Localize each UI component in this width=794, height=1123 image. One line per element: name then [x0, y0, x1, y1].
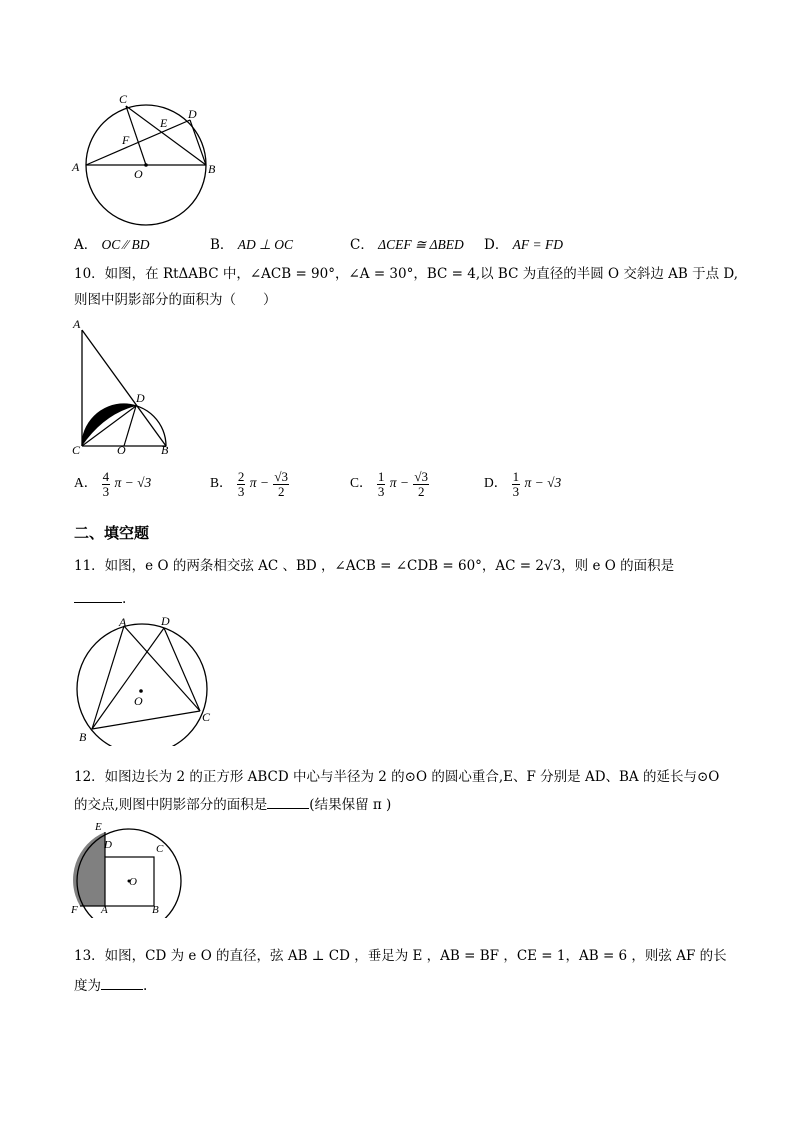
q11-figure — [72, 616, 217, 746]
q9-option-d-key: D． — [484, 237, 509, 253]
q9-option-a-key: A． — [74, 237, 98, 253]
q10-option-c-num2: √3 — [414, 469, 429, 484]
q12-label-A: A — [101, 904, 108, 916]
q12-label-D: D — [104, 839, 112, 851]
q10-label-C: C — [72, 443, 81, 457]
q10-option-b-num2: √3 — [274, 469, 289, 484]
q9-label-E: E — [160, 116, 168, 130]
q10-option-d-tail: π − √3 — [524, 475, 562, 491]
q10-option-c-den: 3 — [377, 483, 385, 499]
q13-answer-blank[interactable] — [101, 977, 143, 990]
q10-line2: 则图中阴影部分的面积为（ ） — [74, 292, 277, 308]
q10-option-b-key: B． — [210, 475, 233, 491]
q10-option-b-tail: π − — [249, 475, 270, 491]
q10-option-c-num: 1 — [377, 469, 385, 484]
q9-label-O: O — [134, 167, 143, 181]
q10-figure — [70, 318, 180, 458]
q12-line2-start: 的交点,则图中阴影部分的面积是 — [74, 797, 268, 813]
q13-line2-end: . — [143, 978, 148, 994]
q12-label-F: F — [71, 904, 78, 916]
q10-option-c-den2: 2 — [417, 483, 425, 499]
q11-line2 — [74, 590, 126, 607]
q13-line2-start: 度为 — [74, 978, 101, 994]
q11-label-D: D — [161, 614, 170, 628]
q9-option-b — [210, 237, 293, 253]
q9-label-D: D — [188, 107, 197, 121]
q9-option-a-text: OC ∕∕ BD — [101, 237, 150, 252]
section-title-fill-in: 二、填空题 — [74, 524, 150, 542]
q12-label-E: E — [95, 821, 102, 833]
q9-option-c — [350, 237, 464, 253]
q9-option-d — [484, 237, 563, 253]
q10-label-D: D — [136, 391, 145, 405]
q11-answer-blank[interactable] — [74, 590, 122, 603]
q10-label-B: B — [161, 443, 169, 457]
q10-option-d — [484, 470, 561, 498]
q10-option-d-key: D． — [484, 475, 508, 491]
q9-figure — [68, 90, 228, 228]
q12-label-C: C — [156, 843, 164, 855]
q10-option-d-num: 1 — [512, 469, 520, 484]
q11-line2-end: . — [122, 591, 127, 607]
q11-label-O: O — [134, 694, 143, 708]
q12-label-O: O — [129, 876, 137, 888]
q12-label-B: B — [152, 904, 159, 916]
q12-figure — [72, 820, 187, 918]
q9-option-d-text: AF = FD — [512, 237, 563, 252]
q12-line2-end: (结果保留 π ) — [309, 797, 392, 813]
q12-line2 — [74, 796, 391, 813]
q9-option-c-text: ΔCEF ≅ ΔBED — [378, 237, 464, 252]
q10-option-a-tail: π − √3 — [114, 475, 152, 491]
q10-label-O: O — [117, 443, 126, 457]
q12-answer-blank[interactable] — [267, 796, 309, 809]
q9-label-F: F — [122, 133, 130, 147]
q9-option-b-text: AD ⊥ OC — [237, 237, 293, 252]
q10-label-A: A — [73, 317, 81, 331]
q13-line1: 13．如图，CD 为 e O 的直径，弦 AB ⊥ CD ，垂足为 E ，AB = BF ，CE = 1，AB = 6 ，则弦 AF 的长 — [74, 948, 727, 964]
q11-label-A: A — [119, 615, 127, 629]
q9-option-a — [74, 237, 150, 253]
q10-option-b-den2: 2 — [277, 483, 285, 499]
q10-option-c-key: C． — [350, 475, 373, 491]
q10-option-b-den: 3 — [237, 483, 245, 499]
q11-label-C: C — [202, 710, 211, 724]
q10-option-a-den: 3 — [102, 483, 110, 499]
q9-option-b-key: B． — [210, 237, 234, 253]
q10-option-b — [210, 470, 290, 498]
q9-option-c-key: C． — [350, 237, 374, 253]
q10-option-a — [74, 470, 151, 498]
q9-label-A: A — [72, 160, 80, 174]
q9-label-C: C — [119, 92, 128, 106]
q10-option-c — [350, 470, 430, 498]
q10-option-a-num: 4 — [102, 469, 110, 484]
q11-line1: 11．如图，e O 的两条相交弦 AC 、BD ，∠ACB = ∠CDB = 60°，AC = 2√3，则 e O 的面积是 — [74, 558, 675, 574]
q10-option-b-num: 2 — [237, 469, 245, 484]
q10-option-d-den: 3 — [512, 483, 520, 499]
q10-option-a-key: A． — [74, 475, 98, 491]
q10-option-c-tail: π − — [389, 475, 410, 491]
q11-label-B: B — [79, 730, 87, 744]
q10-line1: 10．如图，在 RtΔABC 中，∠ACB = 90°，∠A = 30°，BC = 4,以 BC 为直径的半圆 O 交斜边 AB 于点 D, — [74, 266, 739, 282]
q13-line2 — [74, 977, 147, 994]
q12-line1: 12．如图边长为 2 的正方形 ABCD 中心与半径为 2 的⊙O 的圆心重合,E、F 分别是 AD、BA 的延长与⊙O — [74, 769, 720, 785]
q9-label-B: B — [208, 162, 216, 176]
